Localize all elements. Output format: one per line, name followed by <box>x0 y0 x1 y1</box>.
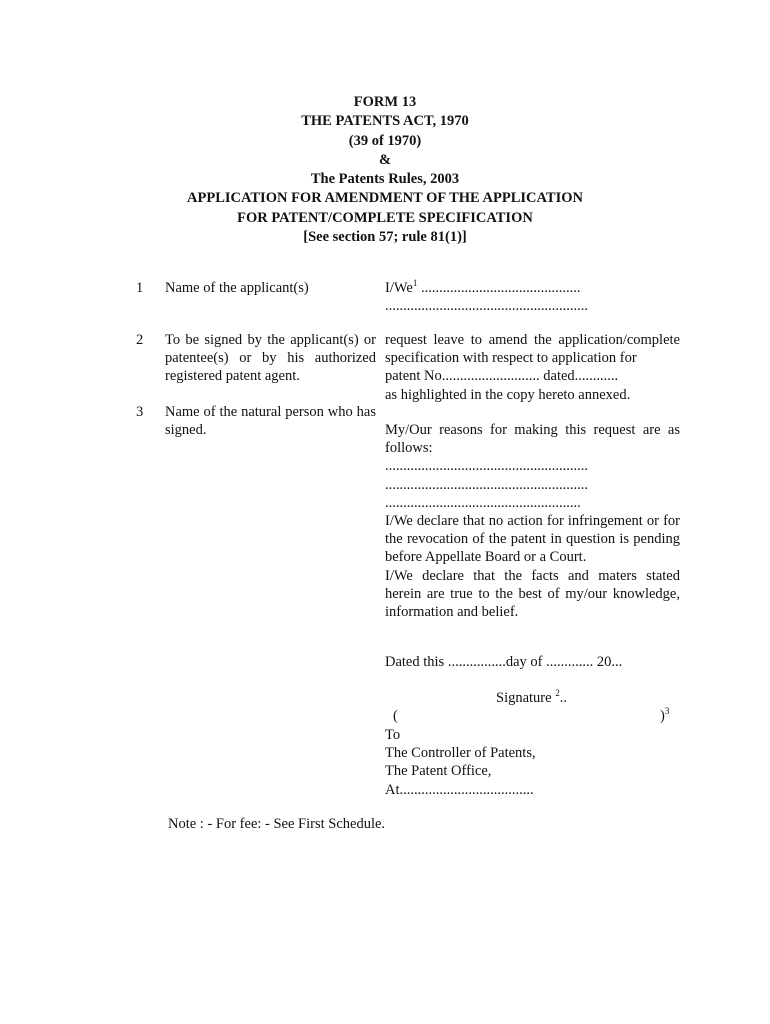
item-number-2: 2 <box>136 332 144 348</box>
highlighted-text: as highlighted in the copy hereto annexed. <box>385 386 631 403</box>
footnote-ref-1: 1 <box>412 279 418 288</box>
declaration-2: I/We declare that the facts and maters stated herein are true to the best of my/our knowledge, information and belief. <box>385 567 680 621</box>
addressee-block <box>385 726 536 799</box>
reasons-block <box>385 421 680 621</box>
form-number: FORM 13 <box>353 94 417 110</box>
form-title-line1: APPLICATION FOR AMENDMENT OF THE APPLICATION <box>187 190 583 207</box>
iwe-label: I/We <box>385 280 413 296</box>
act-title: THE PATENTS ACT, 1970 <box>301 113 469 130</box>
footnote-ref-3: 3 <box>664 706 670 716</box>
signatory-open-paren: ( <box>393 708 398 724</box>
ampersand: & <box>378 151 392 168</box>
item-label-3: Name of the natural person who has signed. <box>165 404 376 439</box>
declaration-1: I/We declare that no action for infringement or for the revocation of the patent in question is pending before Appellate Board or a Court. <box>385 513 680 566</box>
request-text: request leave to amend the application/complete specification with respect to application for <box>385 332 680 367</box>
form-title-line2: FOR PATENT/COMPLETE SPECIFICATION <box>237 209 533 226</box>
dated-line[interactable]: Dated this ................day of ............. 20... <box>385 654 623 670</box>
reason-dots-1[interactable]: ........................................................ <box>385 458 588 475</box>
section-reference: [See section 57; rule 81(1)] <box>303 229 467 246</box>
act-number: (39 of 1970) <box>348 132 422 149</box>
reason-dots-3[interactable]: ...................................................... <box>385 494 581 511</box>
address-to: To <box>385 727 401 743</box>
applicant-dots-line: ........................................................ <box>385 298 588 315</box>
address-at[interactable]: At..................................... <box>385 781 534 798</box>
rules-title: The Patents Rules, 2003 <box>310 171 460 188</box>
signature-label[interactable]: Signature $^2$.. <box>496 688 567 706</box>
patent-number-field[interactable]: patent No........................... dated............ <box>385 368 619 385</box>
address-controller: The Controller of Patents, <box>385 745 536 762</box>
item-label-2: To be signed by the applicant(s) or patentee(s) or by his authorized registered patent agent. <box>165 332 376 385</box>
applicant-name-field[interactable] <box>385 279 680 315</box>
reasons-text: My/Our reasons for making this request are as follows: <box>385 422 680 457</box>
iwe-dots: ............................................ <box>417 280 581 296</box>
reason-dots-2[interactable]: ........................................................ <box>385 476 588 493</box>
footnote-ref-2: 2 <box>555 688 560 698</box>
fee-note: Note : - For fee: - See First Schedule. <box>168 816 386 832</box>
address-office: The Patent Office, <box>385 763 492 780</box>
item-number-3: 3 <box>136 404 144 420</box>
item-label-1: Name of the applicant(s) <box>165 280 309 296</box>
request-block <box>385 331 680 404</box>
signatory-close-paren: )$^3$ <box>660 706 670 724</box>
item-number-1: 1 <box>136 280 144 296</box>
form-header <box>0 93 770 247</box>
